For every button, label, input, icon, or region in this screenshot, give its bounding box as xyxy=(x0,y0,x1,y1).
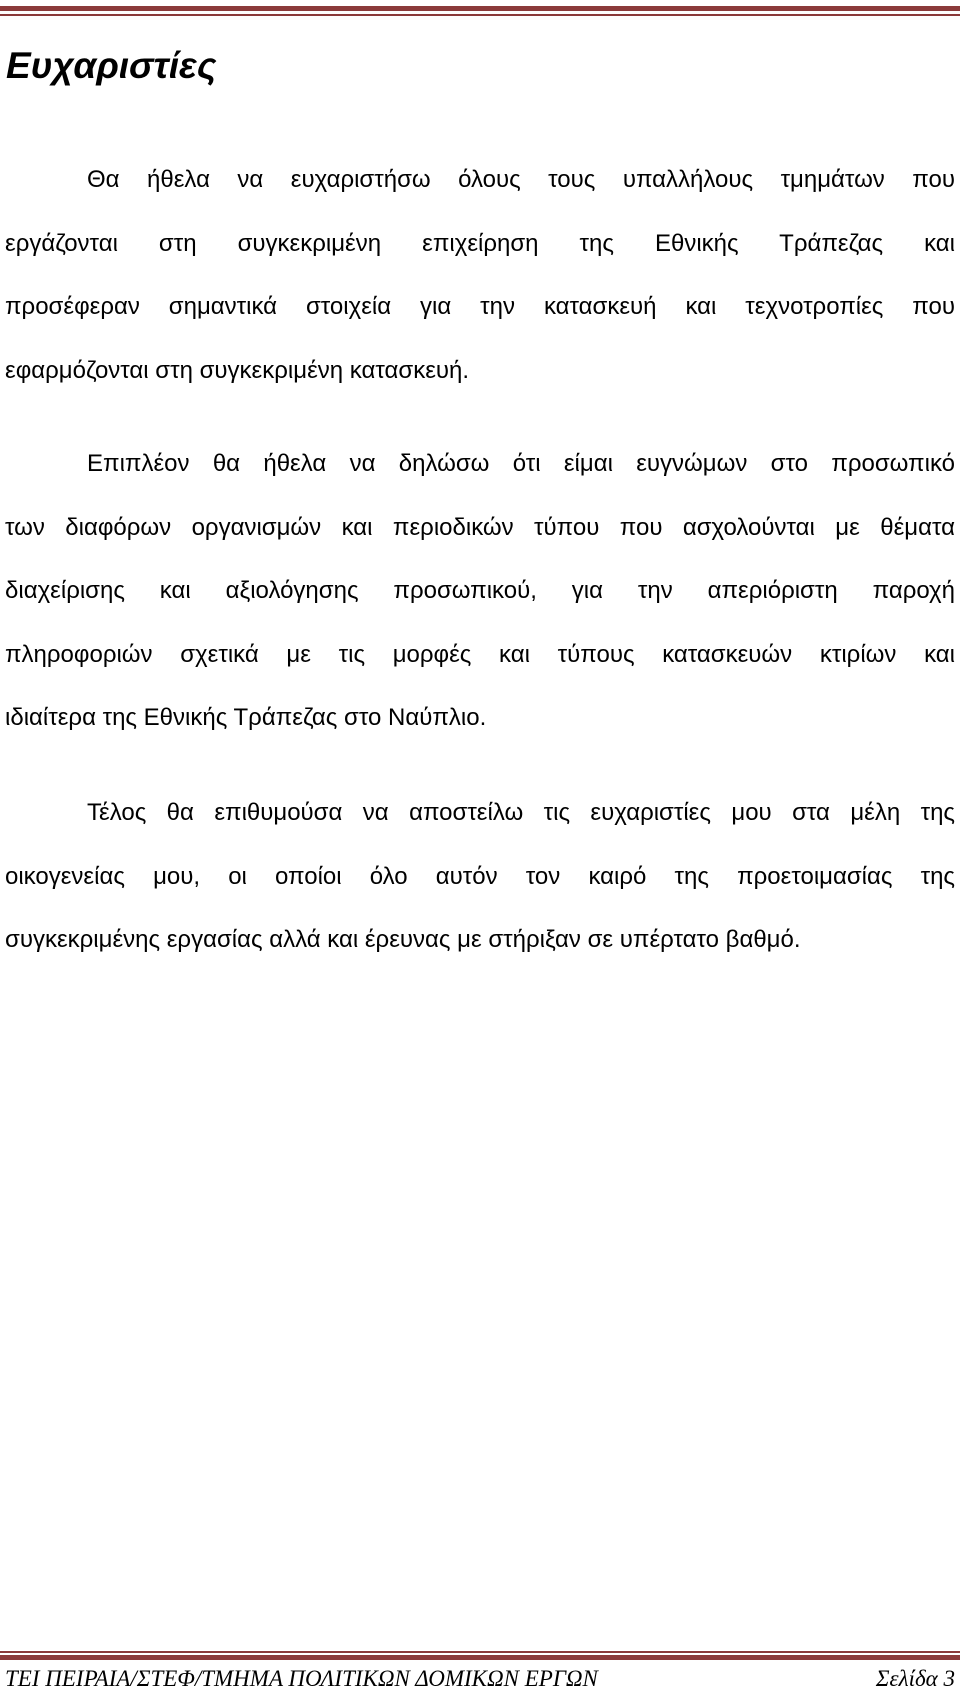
paragraph-line: πληροφοριών σχετικά με τις μορφές και τύπους κατασκευών κτιρίων και xyxy=(5,640,955,668)
paragraph-line: εφαρμόζονται στη συγκεκριμένη κατασκευή. xyxy=(5,356,470,384)
paragraph-3 xyxy=(5,781,955,972)
page-title: Ευχαριστίες xyxy=(6,45,217,86)
paragraph-1 xyxy=(5,148,955,402)
footer-rule-thick xyxy=(0,1655,960,1660)
paragraph-line: Επιπλέον θα ήθελα να δηλώσω ότι είμαι ευγνώμων στο προσωπικό xyxy=(87,450,955,477)
paragraph-line: διαχείρισης και αξιολόγησης προσωπικού, για την απεριόριστη παροχή xyxy=(5,577,955,604)
paragraph-line: προσέφεραν σημαντικά στοιχεία για την κατασκευή και τεχνοτροπίες που xyxy=(5,293,955,320)
footer-institution: ΤΕΙ ΠΕΙΡΑΙΑ/ΣΤΕΦ/ΤΜΗΜΑ ΠΟΛΙΤΙΚΩΝ ΔΟΜΙΚΩΝ ΕΡΓΩΝ xyxy=(5,1666,598,1691)
paragraph-line: Τέλος θα επιθυμούσα να αποστείλω τις ευχαριστίες μου στα μέλη της xyxy=(87,799,955,826)
header-rule-thin xyxy=(0,14,960,16)
footer-rule xyxy=(0,1651,960,1663)
paragraph-line: συγκεκριμένης εργασίας αλλά και έρευνας με στήριξαν σε υπέρτατο βαθμό. xyxy=(5,926,801,953)
paragraph-line: οικογενείας μου, οι οποίοι όλο αυτόν τον καιρό της προετοιμασίας της xyxy=(5,862,955,890)
paragraph-line: Θα ήθελα να ευχαριστήσω όλους τους υπαλλήλους τμημάτων που xyxy=(87,166,955,193)
paragraph-line: εργάζονται στη συγκεκριμένη επιχείρηση της Εθνικής Τράπεζας και xyxy=(5,229,955,257)
paragraph-line: των διαφόρων οργανισμών και περιοδικών τύπου που ασχολούνται με θέματα xyxy=(5,513,955,541)
header-rule-thick xyxy=(0,6,960,11)
footer-rule-thin xyxy=(0,1651,960,1653)
paragraph-2 xyxy=(5,432,955,750)
page-number: Σελίδα 3 xyxy=(875,1666,955,1691)
header-rule xyxy=(0,6,960,18)
paragraph-line: ιδιαίτερα της Εθνικής Τράπεζας στο Ναύπλιο. xyxy=(5,704,487,731)
